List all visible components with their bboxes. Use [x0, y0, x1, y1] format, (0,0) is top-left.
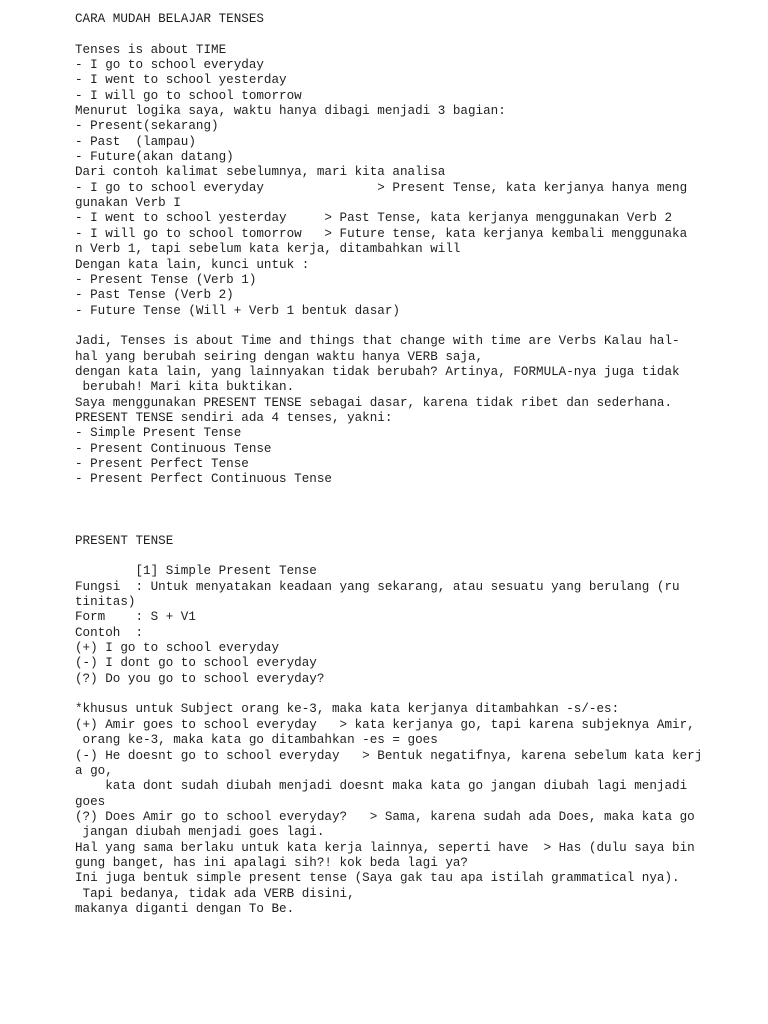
document-line: Fungsi : Untuk menyatakan keadaan yang sekarang, atau sesuatu yang berulang (ru — [75, 579, 680, 594]
document-line: Tapi bedanya, tidak ada VERB disini, — [75, 886, 355, 901]
document-line: - I went to school yesterday > Past Tense, kata kerjanya menggunakan Verb 2 — [75, 211, 673, 226]
document-line: Tenses is about TIME — [75, 42, 227, 57]
document-line: (?) Does Amir go to school everyday? > Sama, karena sudah ada Does, maka kata go — [75, 809, 695, 824]
document-line: dengan kata lain, yang lainnyakan tidak berubah? Artinya, FORMULA-nya juga tidak — [75, 364, 680, 379]
document-line: goes — [75, 794, 106, 809]
document-line: gunakan Verb I — [75, 196, 181, 211]
document-line: (?) Do you go to school everyday? — [75, 671, 325, 686]
document-text — [75, 12, 715, 917]
document-line — [75, 687, 715, 702]
document-line: Dengan kata lain, kunci untuk : — [75, 257, 310, 272]
document-line: - I will go to school tomorrow — [75, 88, 302, 103]
document-line: - I will go to school tomorrow > Future tense, kata kerjanya kembali menggunaka — [75, 226, 688, 241]
document-line: (-) He doesnt go to school everyday > Bentuk negatifnya, karena sebelum kata kerj — [75, 748, 703, 763]
document-line: kata dont sudah diubah menjadi doesnt maka kata go jangan diubah lagi menjadi — [75, 779, 688, 794]
document-line: - Future Tense (Will + Verb 1 bentuk dasar) — [75, 303, 400, 318]
document-line: - Simple Present Tense — [75, 426, 242, 441]
document-line: Hal yang sama berlaku untuk kata kerja lainnya, seperti have > Has (dulu saya bin — [75, 840, 695, 855]
document-line — [75, 27, 715, 42]
document-line: makanya diganti dengan To Be. — [75, 901, 295, 916]
document-line: berubah! Mari kita buktikan. — [75, 380, 295, 395]
document-line: PRESENT TENSE — [75, 533, 174, 548]
document-line: - I go to school everyday > Present Tense, kata kerjanya hanya meng — [75, 180, 688, 195]
document-line: gung banget, has ini apalagi sih?! kok beda lagi ya? — [75, 855, 468, 870]
document-line: - Present Tense (Verb 1) — [75, 272, 257, 287]
document-line: Menurut logika saya, waktu hanya dibagi menjadi 3 bagian: — [75, 104, 506, 119]
document-line: Form : S + V1 — [75, 610, 196, 625]
document-line — [75, 518, 715, 533]
document-line: - Past (lampau) — [75, 134, 196, 149]
document-line: - I went to school yesterday — [75, 73, 287, 88]
document-line: a go, — [75, 763, 113, 778]
document-line: - Future(akan datang) — [75, 150, 234, 165]
document-line: (+) Amir goes to school everyday > kata kerjanya go, tapi karena subjeknya Amir, — [75, 717, 695, 732]
document-line: Contoh : — [75, 625, 144, 640]
document-line: (-) I dont go to school everyday — [75, 656, 317, 671]
document-line: - Present(sekarang) — [75, 119, 219, 134]
document-line: - Present Perfect Continuous Tense — [75, 472, 332, 487]
document-line — [75, 319, 715, 334]
document-line: n Verb 1, tapi sebelum kata kerja, ditambahkan will — [75, 242, 461, 257]
document-line: tinitas) — [75, 595, 136, 610]
document-line — [75, 549, 715, 564]
document-line: orang ke-3, maka kata go ditambahkan -es = goes — [75, 733, 438, 748]
document-line: - Present Perfect Tense — [75, 456, 249, 471]
document-line: - I go to school everyday — [75, 58, 264, 73]
document-line — [75, 503, 715, 518]
document-line: Jadi, Tenses is about Time and things that change with time are Verbs Kalau hal- — [75, 334, 680, 349]
document-line: - Present Continuous Tense — [75, 441, 272, 456]
document-line — [75, 488, 715, 503]
document-line: Saya menggunakan PRESENT TENSE sebagai dasar, karena tidak ribet dan sederhana. — [75, 395, 673, 410]
document-line: [1] Simple Present Tense — [75, 564, 317, 579]
document-line: Ini juga bentuk simple present tense (Saya gak tau apa istilah grammatical nya). — [75, 871, 680, 886]
document-line: hal yang berubah seiring dengan waktu hanya VERB saja, — [75, 349, 484, 364]
document-line: jangan diubah menjadi goes lagi. — [75, 825, 325, 840]
document-line: CARA MUDAH BELAJAR TENSES — [75, 12, 264, 26]
document-line: - Past Tense (Verb 2) — [75, 288, 234, 303]
document-line: *khusus untuk Subject orang ke-3, maka kata kerjanya ditambahkan -s/-es: — [75, 702, 620, 717]
document-line: (+) I go to school everyday — [75, 641, 280, 656]
document-line: Dari contoh kalimat sebelumnya, mari kita analisa — [75, 165, 446, 180]
document-line: PRESENT TENSE sendiri ada 4 tenses, yakni: — [75, 410, 393, 425]
